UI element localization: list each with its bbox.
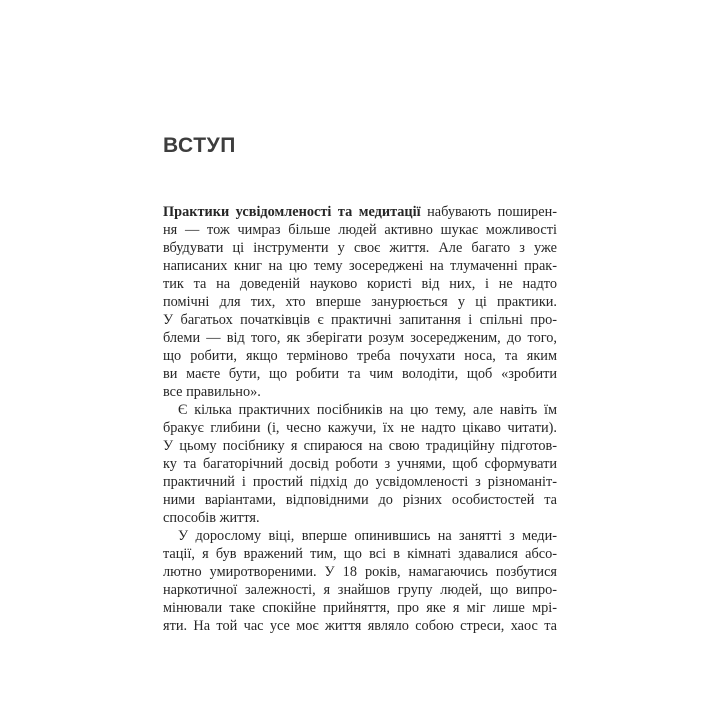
text-line: тик та на доведеній науково користі від них, і не надто bbox=[163, 276, 557, 292]
text-line: наркотичної залежності, я знайшов групу людей, що випро- bbox=[163, 582, 557, 598]
text-line: Є кілька практичних посібників на цю тему, але навіть їм bbox=[178, 402, 557, 418]
text-line: ня — тож чимраз більше людей активно шукає можливості bbox=[163, 222, 557, 238]
text-line: бракує глибини (і, чесно кажучи, їх не надто цікаво читати). bbox=[163, 420, 557, 436]
lead-bold-phrase: Практики усвідомленості та медитації bbox=[163, 204, 421, 220]
body-text-block bbox=[163, 203, 557, 635]
text-line: У дорослому віці, вперше опинившись на занятті з меди- bbox=[178, 528, 557, 544]
text-line: ними варіантами, відповідними до різних особистостей та bbox=[163, 492, 557, 508]
text-line: все правильно». bbox=[163, 384, 261, 400]
text-line: ку та багаторічний досвід роботи з учнями, щоб сформувати bbox=[163, 456, 557, 472]
text-line: тації, я був вражений тим, що всі в кімнаті здавалися абсо- bbox=[163, 546, 557, 562]
text-line: вбудувати ці інструменти у своє життя. Але багато з уже bbox=[163, 240, 557, 256]
text-line: що робити, якщо терміново треба почухати носа, та яким bbox=[163, 348, 557, 364]
text-line: написаних книг на цю тему зосереджені на тлумаченні прак- bbox=[163, 258, 557, 274]
text-line: помічні для тих, хто вперше занурюється у ці практики. bbox=[163, 294, 557, 310]
text-line: мінювали таке спокійне прийняття, про яке я міг лише мрі- bbox=[163, 600, 557, 616]
text-line bbox=[163, 203, 557, 221]
text-line: лютно умиротвореними. У 18 років, намагаючись позбутися bbox=[163, 564, 557, 580]
text-line: У цьому посібнику я спираюся на свою традиційну підготов- bbox=[163, 438, 557, 454]
text-line: блеми — від того, як зберігати розум зосередженим, до того, bbox=[163, 330, 557, 346]
text-line: способів життя. bbox=[163, 510, 260, 526]
text-line: ви маєте бути, що робити та чим володіти, щоб «зробити bbox=[163, 366, 557, 382]
text-line-rest: набувають поширен- bbox=[420, 204, 558, 220]
text-line: У багатьох початківців є практичні запитання і спільні про- bbox=[163, 312, 557, 328]
text-line: яти. На той час усе моє життя являло собою стреси, хаос та bbox=[163, 618, 557, 634]
chapter-title: ВСТУП bbox=[163, 134, 236, 157]
text-line: практичний і простий підхід до усвідомленості з різноманіт- bbox=[163, 474, 557, 490]
